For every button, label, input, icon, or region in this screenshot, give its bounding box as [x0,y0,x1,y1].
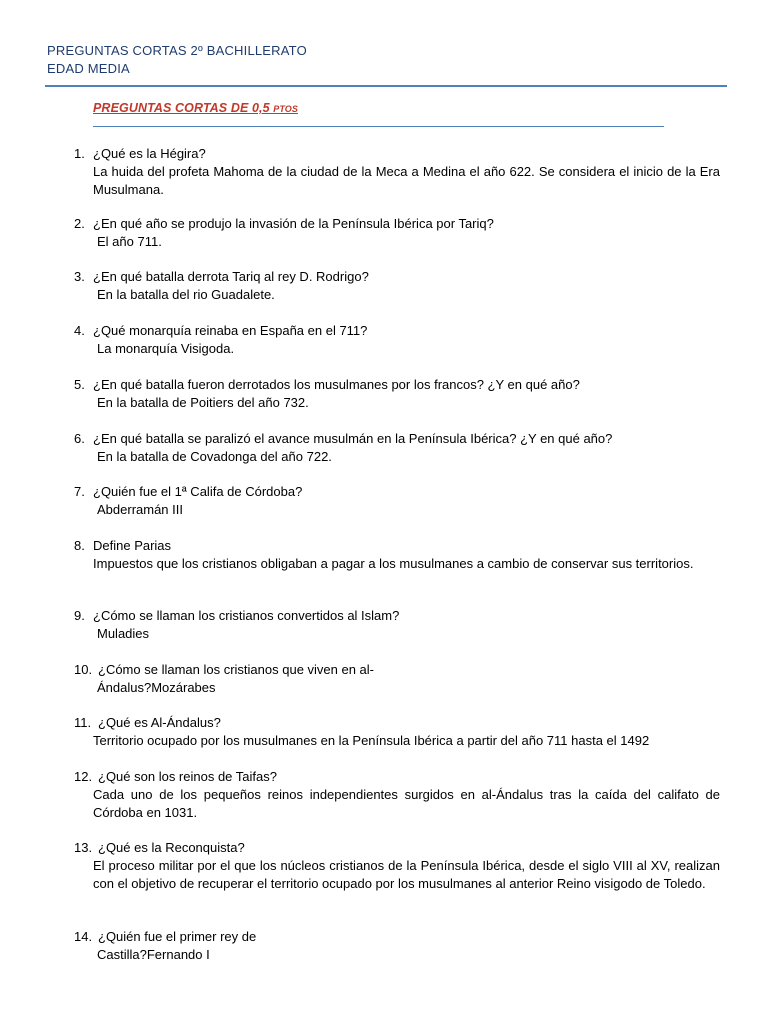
question-text: ¿En qué batalla se paralizó el avance musulmán en la Península Ibérica? ¿Y en qué año? [93,431,613,446]
question-number: 10. [74,662,93,677]
question-number: 5. [74,377,85,392]
question-number: 4. [74,323,85,338]
answer-text: La huida del profeta Mahoma de la ciudad de la Meca a Medina el año 622. Se considera el inicio de la Era Musulmana. [93,164,720,197]
answer-text: El proceso militar por el que los núcleos cristianos de la Península Ibérica, desde el siglo VIII al XV, realizan con el objetivo de recuperar el territorio ocupado por los musulmanes al anterior Reino visigodo de Toledo. [93,858,720,891]
header-unit-title: EDAD MEDIA [47,61,130,76]
question-number: 14. [74,929,93,944]
answer-text: Abderramán III [97,502,183,517]
question-text: ¿Qué son los reinos de Taifas? [98,769,277,784]
section-title-main: PREGUNTAS CORTAS DE 0,5 [93,101,270,115]
answer-text: Castilla?Fernando I [97,947,210,962]
header-course-title: PREGUNTAS CORTAS 2º BACHILLERATO [47,43,307,58]
question-text: ¿Qué es la Hégira? [93,146,206,161]
question-text: ¿Qué es Al-Ándalus? [98,715,221,730]
question-text: ¿Quién fue el primer rey de [98,929,257,944]
answer-text: Muladies [97,626,150,641]
question-text: ¿Quién fue el 1ª Califa de Córdoba? [93,484,303,499]
answer-text: Cada uno de los pequeños reinos independientes surgidos en al-Ándalus tras la caída del califato de Córdoba en 1031. [93,787,720,820]
section-title [93,101,298,115]
question-text: ¿Qué monarquía reinaba en España en el 711? [93,323,368,338]
question-number: 8. [74,538,85,553]
answer-text: Ándalus?Mozárabes [97,680,216,695]
question-text: ¿Qué es la Reconquista? [98,840,245,855]
question-text: ¿En qué batalla derrota Tariq al rey D. Rodrigo? [93,269,369,284]
question-text: ¿Cómo se llaman los cristianos convertidos al Islam? [93,608,400,623]
question-number: 13. [74,840,93,855]
document-header [47,42,307,78]
header-divider [45,85,727,87]
question-number: 2. [74,216,85,231]
question-number: 1. [74,146,85,161]
section-divider [93,126,664,127]
answer-text: Impuestos que los cristianos obligaban a pagar a los musulmanes a cambio de conservar sus territorios. [93,556,694,571]
question-text: ¿Cómo se llaman los cristianos que viven en al- [98,662,375,677]
answer-text: La monarquía Visigoda. [97,341,235,356]
question-number: 7. [74,484,85,499]
question-number: 11. [74,715,92,730]
answer-text: En la batalla del rio Guadalete. [97,287,275,302]
question-number: 3. [74,269,85,284]
question-number: 12. [74,769,93,784]
answer-text: En la batalla de Covadonga del año 722. [97,449,332,464]
section-title-suffix: PTOS [273,104,298,114]
answer-text: El año 711. [97,234,162,249]
question-text: ¿En qué año se produjo la invasión de la Península Ibérica por Tariq? [93,216,494,231]
question-number: 9. [74,608,85,623]
question-text: Define Parias [93,538,172,553]
question-text: ¿En qué batalla fueron derrotados los musulmanes por los francos? ¿Y en qué año? [93,377,580,392]
answer-text: En la batalla de Poitiers del año 732. [97,395,309,410]
answer-text: Territorio ocupado por los musulmanes en la Península Ibérica a partir del año 711 hasta el 1492 [93,733,650,748]
question-number: 6. [74,431,85,446]
